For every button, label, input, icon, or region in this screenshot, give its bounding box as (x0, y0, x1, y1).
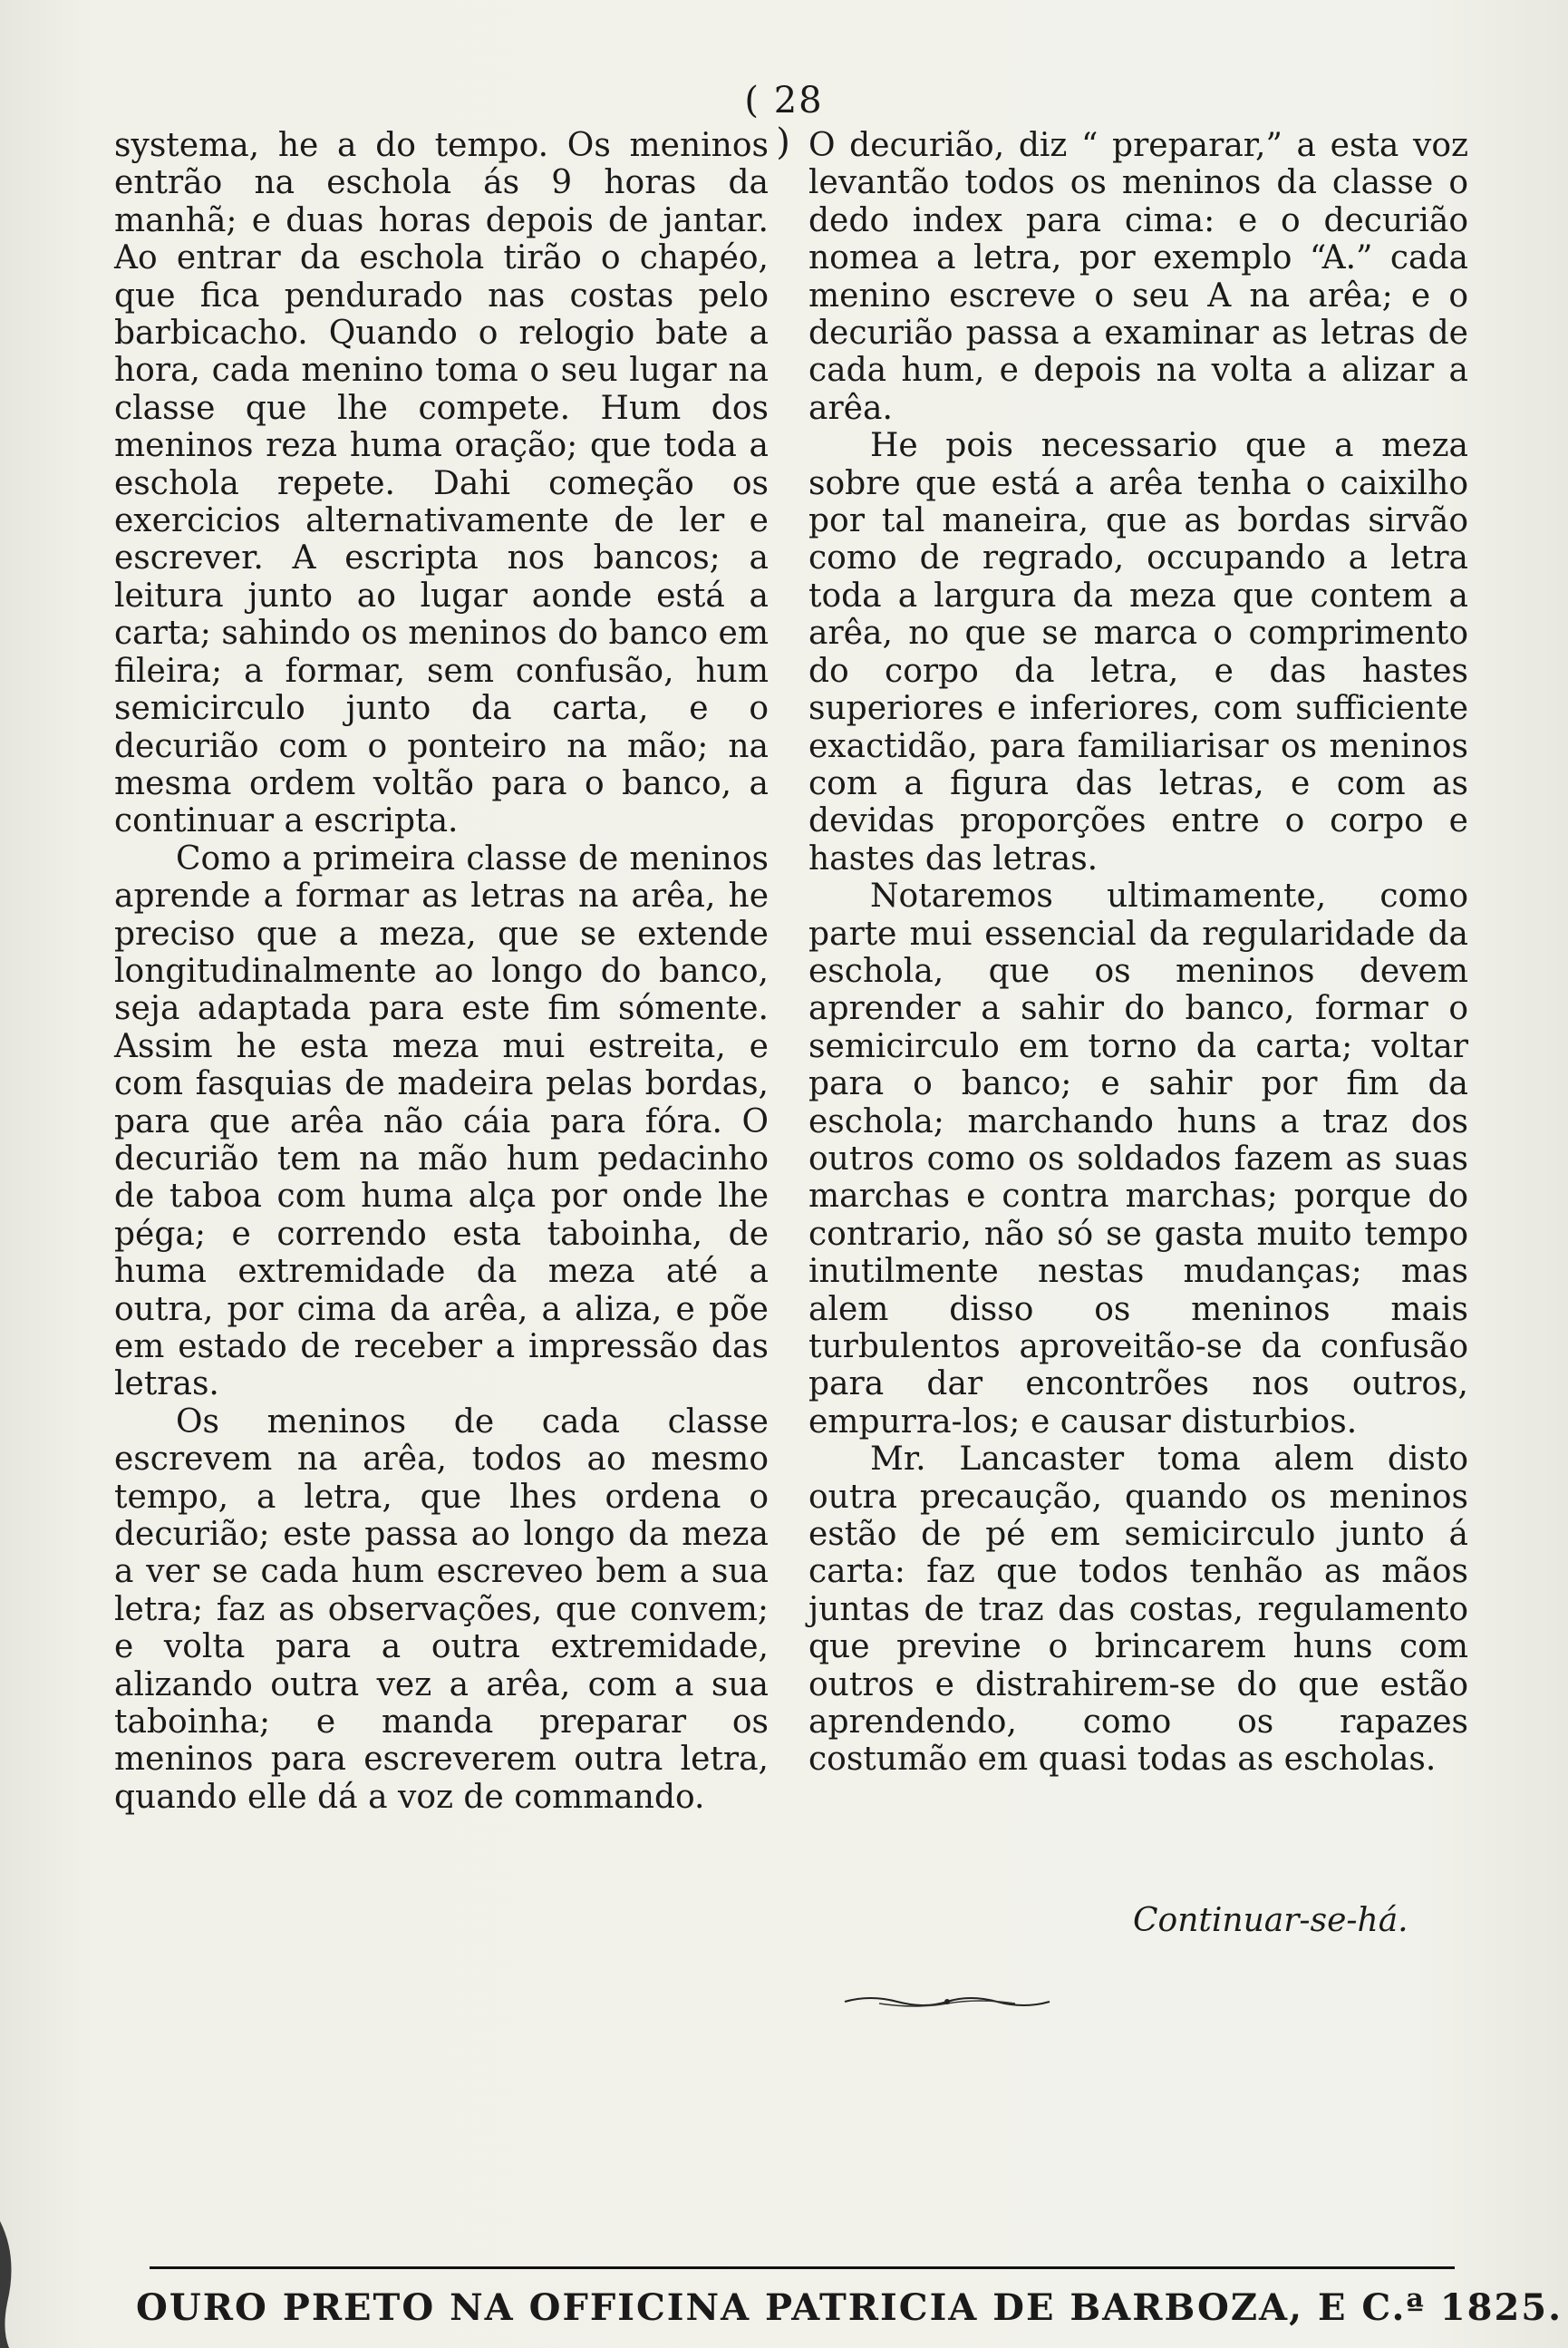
footer-rule (150, 2266, 1455, 2269)
ornament-divider-icon (843, 1991, 1051, 2013)
right-paragraph-3: Notaremos ultimamente, como parte mui essencial da regularidade da eschola, que os meninos devem aprender a sahir do banco, formar o semicirculo em torno da carta; voltar para o banco; e sahir por fim da eschola; marchando huns a traz dos outros como os soldados fazem as suas marchas e contra marchas; porque do contrario, não só se gasta muito tempo inutilmente nestas mudanças; mas alem disso os meninos mais turbulentos aproveitão-se da confusão para dar encontrões nos outros, empurra-los; e causar disturbios. (808, 878, 1468, 1441)
right-paragraph-2: He pois necessario que a meza sobre que está a arêa tenha o caixilho por tal maneira, que as bordas sirvão como de regrado, occupando a letra toda a largura da meza que contem a arêa, no que se marca o comprimento do corpo da letra, e das hastes superiores e inferiores, com sufficiente exactidão, para familiarisar os meninos com a figura das letras, e com as devidas proporções entre o corpo e hastes das letras. (808, 427, 1468, 878)
imprint-line: OURO PRETO NA OFFICINA PATRICIA DE BARBOZA, E C.ª 1825. (136, 2286, 1563, 2329)
left-column (114, 127, 769, 1816)
continuation-note: Continuar-se-há. (1133, 1902, 1408, 1939)
right-paragraph-1: O decurião, diz “ preparar,” a esta voz levantão todos os meninos da classe o dedo index para cima: e o decurião nomea a letra, por exemplo “A.” cada menino escreve o seu A na arêa; e o decurião passa a examinar as letras de cada hum, e depois na volta a alizar a arêa. (808, 127, 1468, 427)
left-paragraph-2: Como a primeira classe de meninos aprende a formar as letras na arêa, he preciso que a meza, que se extende longitudinalmente ao longo do banco, seja adaptada para este fim sómente. Assim he esta meza mui estreita, e com fasquias de madeira pelas bordas, para que arêa não cáia para fóra. O decurião tem na mão hum pedacinho de taboa com huma alça por onde lhe péga; e correndo esta taboinha, de huma extremidade da meza até a outra, por cima da arêa, a aliza, e põe em estado de receber a impressão das letras. (114, 839, 769, 1403)
page-number: ( 28 ) (744, 80, 824, 163)
left-paragraph-1: systema, he a do tempo. Os meninos entrão na eschola ás 9 horas da manhã; e duas horas depois de jantar. Ao entrar da eschola tirão o chapéo, que fica pendurado nas costas pelo barbicacho. Quando o relogio bate a hora, cada menino toma o seu lugar na classe que lhe compete. Hum dos meninos reza huma oração; que toda a eschola repete. Dahi começão os exercicios alternativamente de ler e escrever. A escripta nos bancos; a leitura junto ao lugar aonde está a carta; sahindo os meninos do banco em fileira; a formar, sem confusão, hum semicirculo junto da carta, e o decurião com o ponteiro na mão; na mesma ordem voltão para o banco, a continuar a escripta. (114, 127, 769, 840)
right-column (808, 127, 1468, 1779)
right-paragraph-4: Mr. Lancaster toma alem disto outra precaução, quando os meninos estão de pé em semicirculo junto á carta: faz que todos tenhão as mãos juntas de traz das costas, regulamento que previne o brincarem huns com outros e distrahirem-se do que estão aprendendo, como os rapazes costumão em quasi todas as escholas. (808, 1441, 1468, 1779)
page-edge-mark-icon (0, 2194, 33, 2348)
left-paragraph-3: Os meninos de cada classe escrevem na arêa, todos ao mesmo tempo, a letra, que lhes ordena o decurião; este passa ao longo da meza a ver se cada hum escreveo bem a sua letra; faz as observações, que convem; e volta para a outra extremidade, alizando outra vez a arêa, com a sua taboinha; e manda preparar os meninos para escreverem outra letra, quando elle dá a voz de commando. (114, 1402, 769, 1816)
